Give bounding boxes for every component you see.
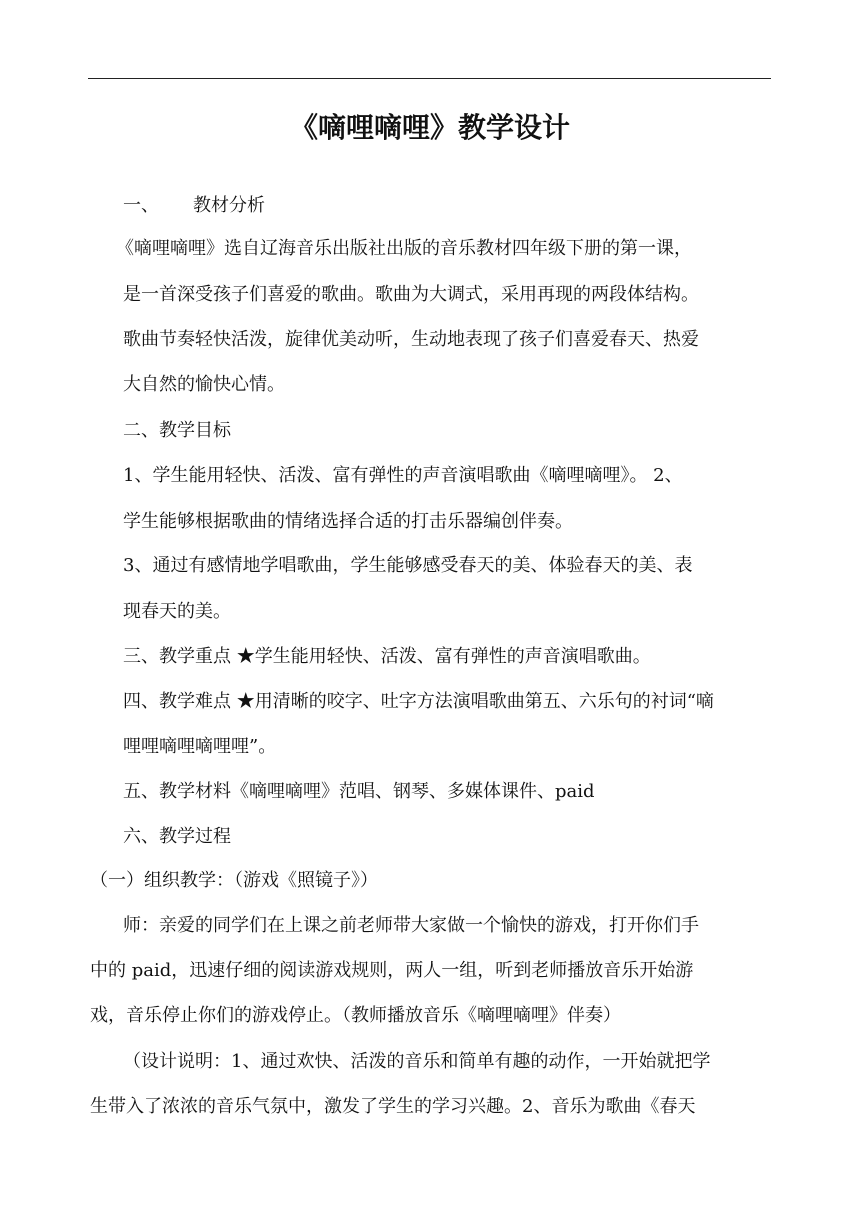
document-title: 《嘀哩嘀哩》教学设计: [289, 111, 570, 144]
section-heading-text: 教材分析: [193, 195, 265, 216]
section-number: 一、: [123, 195, 159, 216]
section-heading-difficulties: 四、教学难点 ★用清晰的咬字、吐字方法演唱歌曲第五、六乐句的衬词“嘀: [123, 691, 714, 712]
paragraph-line: 师：亲爱的同学们在上课之前老师带大家做一个愉快的游戏，打开你们手: [123, 915, 699, 936]
paragraph-line: 3、通过有感情地学唱歌曲，学生能够感受春天的美、体验春天的美、表: [123, 555, 693, 576]
paragraph-line: 哩哩嘀哩嘀哩哩”。: [123, 736, 277, 757]
paragraph-line: 是一首深受孩子们喜爱的歌曲。歌曲为大调式，采用再现的两段体结构。: [123, 284, 699, 305]
paragraph-line: 学生能够根据歌曲的情绪选择合适的打击乐器编创伴奏。: [123, 511, 573, 532]
paragraph-line: 《嘀哩嘀哩》选自辽海音乐出版社出版的音乐教材四年级下册的第一课，: [116, 238, 692, 259]
subsection-heading: （一）组织教学：（游戏《照镜子》）: [90, 870, 378, 891]
paragraph-line: 1、学生能用轻快、活泼、富有弹性的声音演唱歌曲《嘀哩嘀哩》。 2、: [123, 465, 683, 486]
section-heading-goals: 二、教学目标: [123, 420, 231, 441]
section-heading-process: 六、教学过程: [123, 826, 231, 847]
paragraph-line: 歌曲节奏轻快活泼，旋律优美动听，生动地表现了孩子们喜爱春天、热爱: [123, 329, 699, 350]
section-heading-key-points: 三、教学重点 ★学生能用轻快、活泼、富有弹性的声音演唱歌曲。: [123, 646, 651, 667]
design-note-line: 生带入了浓浓的音乐气氛中，激发了学生的学习兴趣。2、音乐为歌曲《春天: [90, 1096, 696, 1117]
header-rule: [88, 78, 771, 79]
section-heading-analysis: [123, 192, 265, 220]
paragraph-line: 现春天的美。: [123, 601, 231, 622]
paragraph-line: 大自然的愉快心情。: [123, 374, 285, 395]
paragraph-line: 戏，音乐停止你们的游戏停止。（教师播放音乐《嘀哩嘀哩》伴奏）: [90, 1005, 621, 1026]
section-heading-materials: 五、教学材料《嘀哩嘀哩》范唱、钢琴、多媒体课件、paid: [123, 781, 595, 802]
design-note-line: （设计说明：1、通过欢快、活泼的音乐和简单有趣的动作，一开始就把学: [123, 1051, 711, 1072]
paragraph-line: 中的 paid，迅速仔细的阅读游戏规则，两人一组，听到老师播放音乐开始游: [90, 960, 694, 981]
